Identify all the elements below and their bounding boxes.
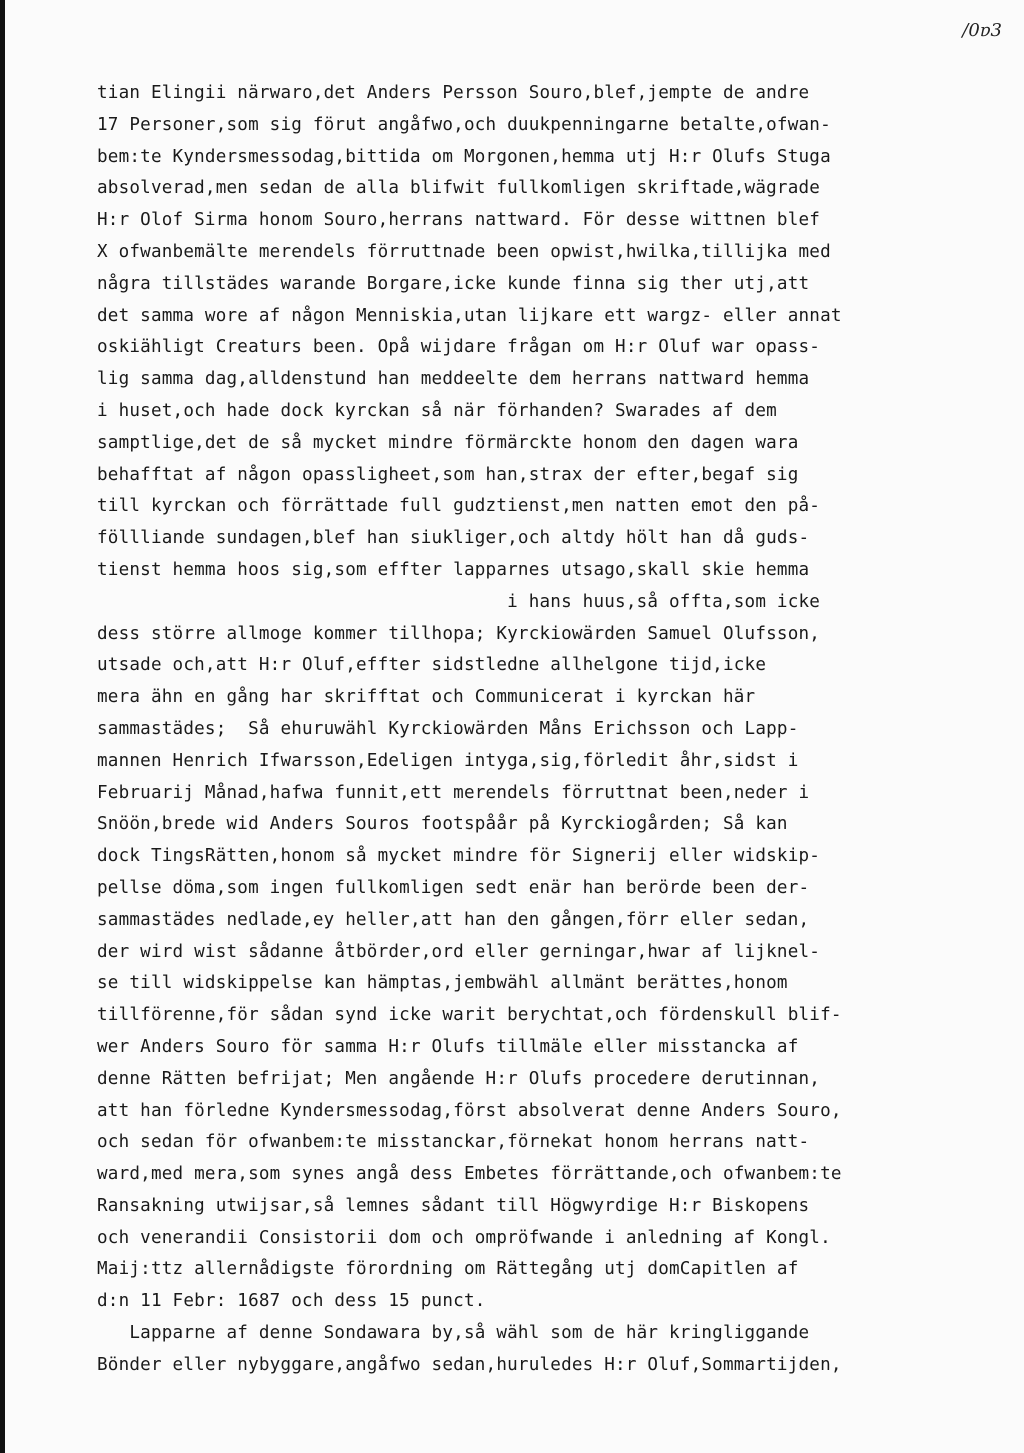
text-line: att han förledne Kyndersmessodag,först absolverat denne Anders Souro, — [97, 1100, 842, 1121]
text-line: i huset,och hade dock kyrckan så när förhanden? Swarades af dem — [97, 400, 777, 421]
text-line: det samma wore af någon Menniskia,utan lijkare ett wargz- eller annat — [97, 305, 842, 326]
text-line: dess större allmoge kommer tillhopa; Kyrckiowärden Samuel Olufsson, — [97, 623, 821, 644]
text-line: absolverad,men sedan de alla blifwit fullkomligen skriftade,wägrade — [97, 178, 821, 199]
text-line: till kyrckan och förrättade full gudztienst,men natten emot den på- — [97, 496, 821, 517]
text-line: Februarij Månad,hafwa funnit,ett merendels förruttnat been,neder i — [97, 782, 810, 803]
text-line: samptlige,det de så mycket mindre förmärckte honom den dagen wara — [97, 432, 799, 453]
text-line: Ransakning utwijsar,så lemnes sådant till Högwyrdige H:r Biskopens — [97, 1195, 810, 1216]
text-line: pellse döma,som ingen fullkomligen sedt enär han berörde been der- — [97, 877, 810, 898]
text-line: 17 Personer,som sig förut angåfwo,och duukpenningarne betalte,ofwan- — [97, 114, 831, 135]
text-line: mannen Henrich Ifwarsson,Edeligen intyga,sig,förledit åhr,sidst i — [97, 750, 799, 771]
text-line: tienst hemma hoos sig,som effter lapparnes utsago,skall skie hemma — [97, 559, 810, 580]
text-line: tian Elingii närwaro,det Anders Persson Souro,blef,jempte de andre — [97, 83, 810, 103]
text-line: X ofwanbemälte merendels förruttnade been opwist,hwilka,tillijka med — [97, 241, 831, 262]
document-body — [97, 78, 997, 1382]
text-line: Maij:ttz allernådigste förordning om Rättegång utj domCapitlen af — [97, 1259, 799, 1280]
text-line: och venerandii Consistorii dom och ompröfwande i anledning af Kongl. — [97, 1227, 831, 1248]
text-line: några tillstädes warande Borgare,icke kunde finna sig ther utj,att — [97, 273, 810, 294]
text-line: oskiähligt Creaturs been. Opå wijdare frågan om H:r Oluf war opass- — [97, 337, 821, 358]
text-line: denne Rätten befrijat; Men angående H:r Olufs procedere derutinnan, — [97, 1068, 821, 1089]
text-line: se till widskippelse kan hämptas,jembwähl allmänt berättes,honom — [97, 973, 788, 994]
text-line: bem:te Kyndersmessodag,bittida om Morgonen,hemma utj H:r Olufs Stuga — [97, 146, 831, 167]
text-line: H:r Olof Sirma honom Souro,herrans nattward. För desse wittnen blef — [97, 210, 821, 231]
text-line: sammastädes; Så ehuruwähl Kyrckiowärden Måns Erichsson och Lapp- — [97, 718, 799, 739]
text-line: i hans huus,så offta,som icke — [97, 591, 821, 612]
text-line: behafftat af någon opassligheet,som han,strax der efter,begaf sig — [97, 464, 799, 485]
text-line: dock TingsRätten,honom så mycket mindre för Signerij eller widskip- — [97, 846, 821, 867]
text-line: Snöön,brede wid Anders Souros footspåår på Kyrckiogården; Så kan — [97, 814, 788, 835]
text-line: Lapparne af denne Sondawara by,så wähl som de här kringliggande — [97, 1323, 810, 1344]
text-line: der wird wist sådanne åtbörder,ord eller gerningar,hwar af lijknel- — [97, 941, 821, 962]
text-line: sammastädes nedlade,ey heller,att han den gången,förr eller sedan, — [97, 909, 810, 930]
text-line: mera ähn en gång har skrifftat och Communicerat i kyrckan här — [97, 687, 756, 708]
text-line: och sedan för ofwanbem:te misstanckar,förnekat honom herrans natt- — [97, 1132, 810, 1153]
text-line: d:n 11 Febr: 1687 och dess 15 punct. — [97, 1291, 486, 1312]
text-line: utsade och,att H:r Oluf,effter sidstledne allhelgone tijd,icke — [97, 655, 767, 676]
text-line: wer Anders Souro för samma H:r Olufs tillmäle eller misstancka af — [97, 1036, 799, 1057]
page-number: /0ɐ3 — [962, 20, 1002, 41]
text-line: ward,med mera,som synes angå dess Embetes förrättande,och ofwanbem:te — [97, 1164, 842, 1185]
text-line: föllliande sundagen,blef han siukliger,och altdy hölt han då guds- — [97, 528, 810, 549]
text-line: Bönder eller nybyggare,angåfwo sedan,huruledes H:r Oluf,Sommartijden, — [97, 1354, 842, 1375]
text-line: lig samma dag,alldenstund han meddeelte dem herrans nattward hemma — [97, 369, 810, 390]
text-line: tillförenne,för sådan synd icke warit berychtat,och fördenskull blif- — [97, 1005, 842, 1026]
